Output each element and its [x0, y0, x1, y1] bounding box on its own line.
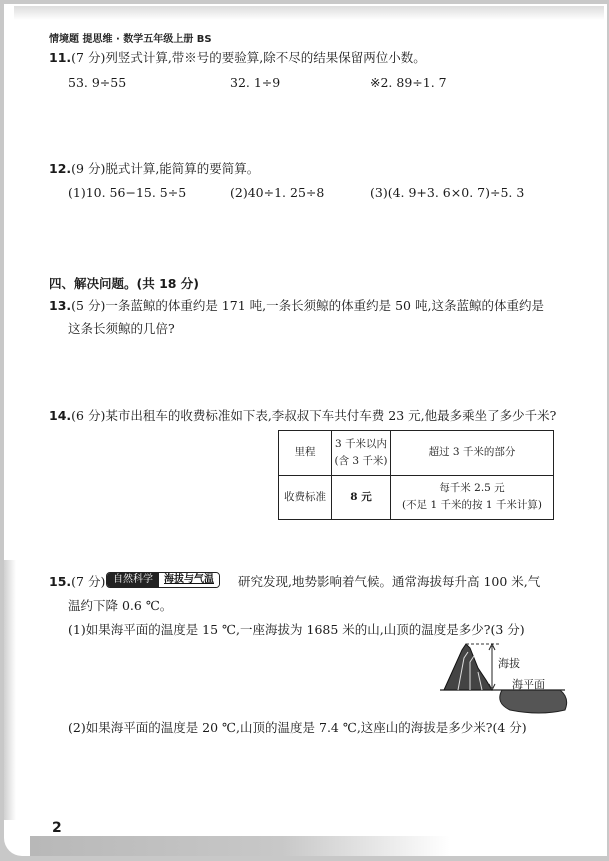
table-row	[279, 475, 554, 520]
sub-question-1: (1)如果海平面的温度是 15 ℃,一座海拔为 1685 米的山,山顶的温度是多少?(3 分)	[68, 622, 525, 637]
expression-3: ※2. 89÷1. 7	[370, 75, 447, 90]
tag-topic: 海拔与气温	[159, 573, 219, 587]
topic-tag	[106, 572, 220, 588]
question-number: 11.	[49, 50, 72, 65]
question-text: 研究发现,地势影响着气候。通常海拔每升高 100 米,气	[238, 574, 541, 589]
question-13	[49, 296, 544, 314]
expression-1: (1)10. 56−15. 5÷5	[68, 185, 187, 200]
fare-table	[278, 430, 554, 520]
table-header-cell: 收费标准	[279, 475, 332, 520]
question-text: (7 分)列竖式计算,带※号的要验算,除不尽的结果保留两位小数。	[71, 50, 426, 65]
question-15	[49, 572, 105, 590]
question-12	[49, 159, 259, 177]
table-cell	[332, 431, 391, 476]
cell-line: (含 3 千米)	[334, 454, 388, 467]
table-row	[279, 431, 554, 476]
question-11	[49, 48, 426, 66]
table-cell	[391, 475, 554, 520]
section-heading: 四、解决问题。(共 18 分)	[49, 276, 200, 291]
page-header: 情境题 提思维 · 数学五年级上册 BS	[49, 34, 212, 45]
altitude-label: 海拔	[498, 657, 520, 670]
question-number: 12.	[49, 161, 72, 176]
cell-line: (不足 1 千米的按 1 千米计算)	[402, 499, 542, 512]
question-text-continued: 温约下降 0.6 ℃。	[68, 598, 173, 613]
table-cell: 超过 3 千米的部分	[391, 431, 554, 476]
table-cell: 8 元	[332, 475, 391, 520]
question-number: 14.	[49, 408, 72, 423]
page-number: 2	[52, 820, 62, 836]
question-13-continued: 这条长须鲸的几倍?	[68, 321, 175, 336]
cell-line: 每千米 2.5 元	[439, 482, 505, 495]
question-text: (5 分)一条蓝鲸的体重约是 171 吨,一条长须鲸的体重约是 50 吨,这条蓝鲸的体重约是	[71, 298, 544, 313]
question-14	[49, 406, 556, 424]
table-header-cell: 里程	[279, 431, 332, 476]
sub-question-2: (2)如果海平面的温度是 20 ℃,山顶的温度是 7.4 ℃,这座山的海拔是多少米?(4 分)	[68, 720, 527, 735]
expression-2: (2)40÷1. 25÷8	[230, 185, 325, 200]
question-text: (9 分)脱式计算,能简算的要简算。	[71, 161, 260, 176]
scan-shadow-top	[14, 6, 604, 20]
cell-line: 3 千米以内	[334, 437, 388, 450]
question-number: 13.	[49, 298, 72, 313]
question-text: (6 分)某市出租车的收费标准如下表,李叔叔下车共付车费 23 元,他最多乘坐了多少千米?	[71, 408, 557, 423]
sea-level-label: 海平面	[512, 678, 545, 691]
expression-2: 32. 1÷9	[230, 75, 281, 90]
scan-shadow-bottom	[30, 836, 450, 856]
scan-shadow-left	[4, 560, 16, 820]
expression-3: (3)(4. 9+3. 6×0. 7)÷5. 3	[370, 185, 525, 200]
question-score: (7 分)	[71, 574, 106, 589]
tag-category: 自然科学	[107, 573, 159, 587]
mountain-icon	[440, 638, 570, 718]
expression-1: 53. 9÷55	[68, 75, 127, 90]
question-number: 15.	[49, 574, 72, 589]
mountain-diagram	[440, 638, 570, 722]
